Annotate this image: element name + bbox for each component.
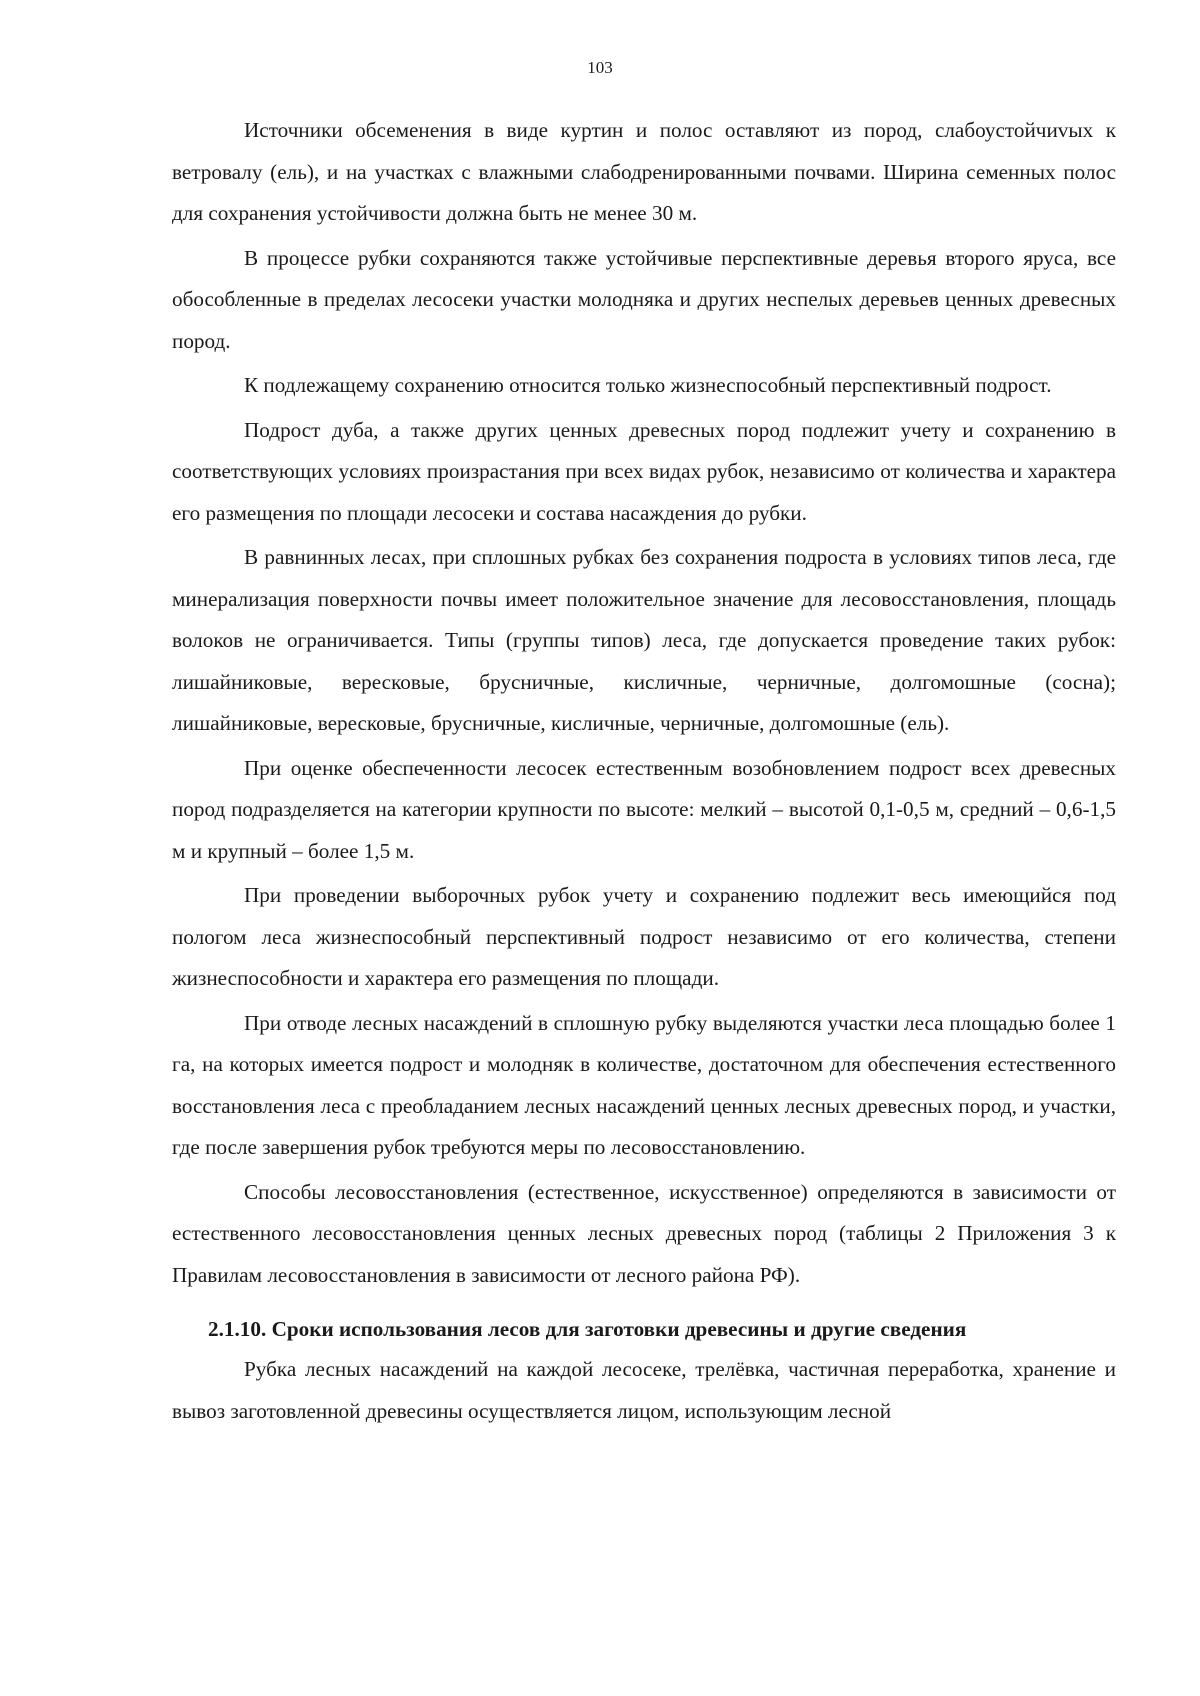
paragraph-size-categories: При оценке обеспеченности лесосек естественным возобновлением подрост всех древесных пород подразделяется на категории крупности по высоте: мелкий – высотой 0,1-0,5 м, средний – 0,6-1,5 м и крупный – более 1,5 м. [172,755,1116,863]
paragraph-clear-felling-allocation: При отводе лесных насаждений в сплошную рубку выделяются участки леса площадью более 1 га, на которых имеется подрост и молодняк в количестве, достаточном для обеспечения естественного восстановления леса с преобладанием лесных насаждений ценных лесных древесных пород, и участки, где после завершения рубок требуются меры по лесовосстановлению. [172,1010,1116,1159]
paragraph-seed-sources: Источники обсеменения в виде куртин и полос оставляют из пород, слабоустойчиvых к ветровалу (ель), и на участках с влажными слабодренированными почвами. Ширина семенных полос для сохранения устойчивости должна быть не менее 30 м. [172,118,1116,225]
paragraph-felling-terms: Рубка лесных насаждений на каждой лесосеке, трелёвка, частичная переработка, хранение и вывоз заготовленной древесины осуществляется лицом, использующим лесной [172,1357,1116,1423]
document-body [172,110,1116,1435]
paragraph-second-tier-trees: В процессе рубки сохраняются также устойчивые перспективные деревья второго яруса, все обособленные в пределах лесосеки участки молодняка и других неспелых деревьев ценных древесных пород. [172,245,1116,353]
paragraph-reforestation-methods: Способы лесовосстановления (естественное, искусственное) определяются в зависимости от естественного лесовосстановления ценных лесных древесных пород (таблицы 2 Приложения 3 к Правилам лесовосстановления в зависимости от лесного района РФ). [172,1179,1116,1287]
paragraph-selective-felling: При проведении выборочных рубок учету и сохранению подлежит весь имеющийся под пологом леса жизнеспособный перспективный подрост независимо от его количества, степени жизнеспособности и характера его размещения по площади. [172,883,1116,990]
paragraph-viable-undergrowth: К подлежащему сохранению относится только жизнеспособный перспективный подрост. [244,373,1052,397]
paragraph-plain-forests: В равнинных лесах, при сплошных рубках без сохранения подроста в условиях типов леса, где минерализация поверхности почвы имеет положительное значение для лесовосстановления, площадь волоков не ограничивается. Типы (группы типов) леса, где допускается проведение таких рубок: лишайниковые, вересковые, брусничные, кисличные, черничные, долгомошные (сосна); лишайниковые, вересковые, брусничные, кисличные, черничные, долгомошные (ель). [172,545,1116,735]
page-number: 103 [587,58,613,77]
paragraph-oak-undergrowth: Подрост дуба, а также других ценных древесных пород подлежит учету и сохранению в соответствующих условиях произрастания при всех видах рубок, независимо от количества и характера его размещения по площади лесосеки и состава насаждения до рубки. [172,417,1116,525]
section-heading: 2.1.10. Сроки использования лесов для заготовки древесины и другие сведения [208,1317,967,1341]
